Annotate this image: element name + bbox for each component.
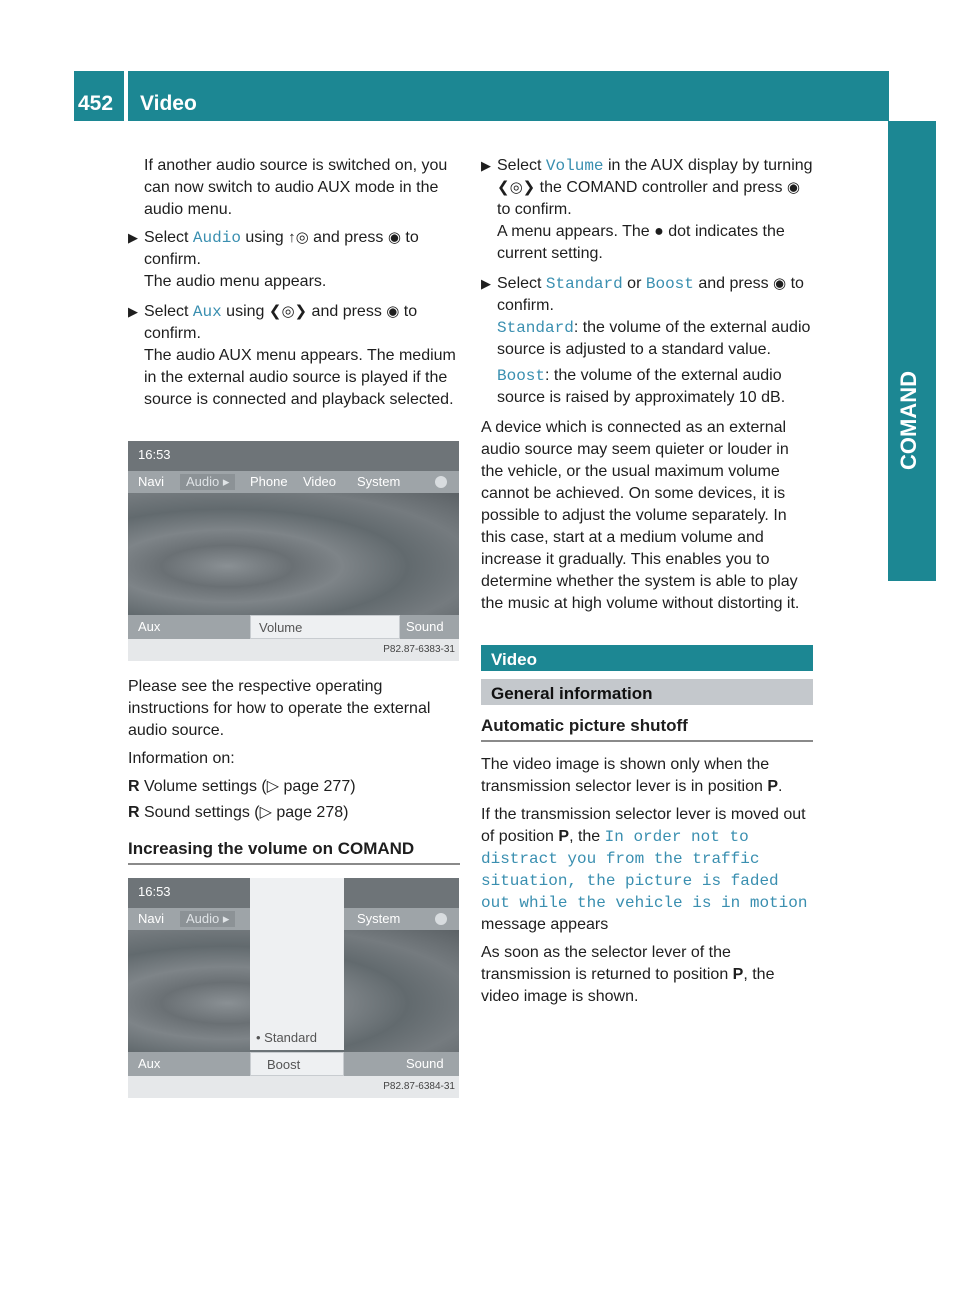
- menu-system: System: [357, 474, 401, 489]
- intro-text: If another audio source is switched on, you can now switch to audio AUX mode in the audio menu.: [144, 157, 448, 218]
- step-result: The audio menu appears.: [144, 273, 327, 290]
- page-title: Video: [140, 92, 197, 115]
- bottom-volume-selected: Volume: [250, 615, 400, 639]
- left-column-middle: [128, 676, 460, 877]
- step-result: The audio AUX menu appears. The medium in the external audio source is played if the source is connected and playback selected.: [144, 347, 456, 408]
- step-select-aux: ▶ Select Aux using ❮◎❯ and press ◉ to confirm. The audio AUX menu appears. The medium in the external audio source is played if the source is connected and playback selected.: [128, 303, 456, 408]
- menu-dot-icon: [435, 476, 447, 488]
- menu-audio: Audio ▸: [180, 911, 235, 927]
- step-arrow-icon: ▶: [128, 230, 138, 245]
- code-boost-desc: Boost: [497, 367, 546, 385]
- bottom-aux: Aux: [138, 619, 161, 634]
- controller-press-icon: ◉: [387, 229, 401, 246]
- bottom-boost-selected: Boost: [250, 1052, 344, 1076]
- heading-video: Video: [481, 645, 813, 671]
- menu-dot-icon: [435, 913, 447, 925]
- menu-navi: Navi: [138, 911, 165, 926]
- side-tab-label: COMAND: [896, 371, 921, 470]
- para-video-shown: The video image is shown only when the transmission selector lever is in position P.: [481, 756, 783, 795]
- code-standard-desc: Standard: [497, 319, 574, 337]
- screen-aux-menu: [128, 441, 459, 661]
- code-audio: Audio: [192, 229, 241, 247]
- code-message: In order not to distract you from the traffic situation, the picture is faded out while the vehicle is in motion: [481, 828, 808, 912]
- header-separator: [124, 71, 128, 121]
- controller-turn-icon: ❮◎❯: [497, 179, 536, 196]
- heading-automatic-picture-shutoff: Automatic picture shutoff: [481, 715, 813, 742]
- volume-popup: [250, 878, 344, 1050]
- controller-slide-icon: ↑◎: [288, 229, 309, 246]
- right-column: [481, 155, 813, 1014]
- screen-bottom-bar: [128, 1052, 459, 1076]
- para-operating-instructions: Please see the respective operating instructions for how to operate the external audio source.: [128, 678, 431, 739]
- para-lever-moved: If the transmission selector lever is moved out of position P, the In order not to distract you from the traffic situation, the picture is faded out while the vehicle is in motion message appears: [481, 806, 808, 933]
- bottom-sound: Sound: [406, 619, 444, 634]
- menu-video: Video: [303, 474, 337, 489]
- screen-bottom-bar: [128, 615, 459, 639]
- screen-reference: P82.87-6383-31: [128, 639, 459, 661]
- code-volume: Volume: [545, 157, 604, 175]
- controller-press-icon: ◉: [386, 303, 400, 320]
- step-result: A menu appears. The ● dot indicates the current setting.: [497, 223, 785, 262]
- bullet-sound-settings: R Sound settings (▷ page 278): [128, 804, 349, 821]
- info-on-label: Information on:: [128, 750, 235, 767]
- step-select-standard-boost: ▶ Select Standard or Boost and press ◉ to confirm. Standard: the volume of the external audio source is adjusted to a standard value. Boost: the volume of the external audio source is raised by approximately 10 dB.: [481, 273, 813, 409]
- step-select-audio: ▶ Select Audio using ↑◎ and press ◉ to confirm. The audio menu appears.: [128, 229, 419, 290]
- screen-volume-menu: [128, 878, 459, 1098]
- code-aux: Aux: [192, 303, 222, 321]
- bottom-sound: Sound: [406, 1056, 444, 1071]
- page-number: 452: [78, 92, 114, 115]
- controller-press-icon: ◉: [773, 275, 787, 292]
- code-boost: Boost: [645, 275, 694, 293]
- menu-navi: Navi: [138, 474, 165, 489]
- screen-menu-bar: [128, 471, 459, 493]
- menu-system: System: [357, 911, 401, 926]
- step-arrow-icon: ▶: [128, 304, 138, 319]
- heading-increasing-volume: Increasing the volume on COMAND: [128, 838, 460, 865]
- screen-reference: P82.87-6384-31: [128, 1076, 459, 1098]
- menu-phone: Phone: [250, 474, 288, 489]
- menu-audio: Audio ▸: [180, 474, 235, 490]
- step-arrow-icon: ▶: [481, 276, 491, 291]
- code-standard: Standard: [545, 275, 623, 293]
- left-column-top: [128, 155, 460, 419]
- screen-background: [128, 493, 459, 615]
- controller-press-icon: ◉: [786, 179, 800, 196]
- controller-turn-icon: ❮◎❯: [268, 303, 308, 320]
- heading-general-information: General information: [481, 679, 813, 705]
- para-external-device: A device which is connected as an external audio source may seem quieter or louder in the vehicle, or the usual maximum volume cannot be achieved. On some devices, it is possible to adjust the volume separately. In this case, start at a medium volume and increase it gradually. This enables you to determine whether the system is able to play the music at high volume without distorting it.: [481, 419, 800, 612]
- bottom-aux: Aux: [138, 1056, 161, 1071]
- step-select-volume: ▶ Select Volume in the AUX display by turning ❮◎❯ the COMAND controller and press ◉ to confirm. A menu appears. The ● dot indicates the current setting.: [481, 157, 813, 262]
- screen-time: 16:53: [138, 447, 171, 462]
- bullet-volume-settings: R Volume settings (▷ page 277): [128, 778, 356, 795]
- popup-standard: • Standard: [256, 1030, 317, 1045]
- screen-time: 16:53: [138, 884, 171, 899]
- step-arrow-icon: ▶: [481, 158, 491, 173]
- boost-description: Boost: the volume of the external audio source is raised by approximately 10 dB.: [497, 367, 786, 406]
- para-lever-returned: As soon as the selector lever of the transmission is returned to position P, the video image is shown.: [481, 944, 775, 1005]
